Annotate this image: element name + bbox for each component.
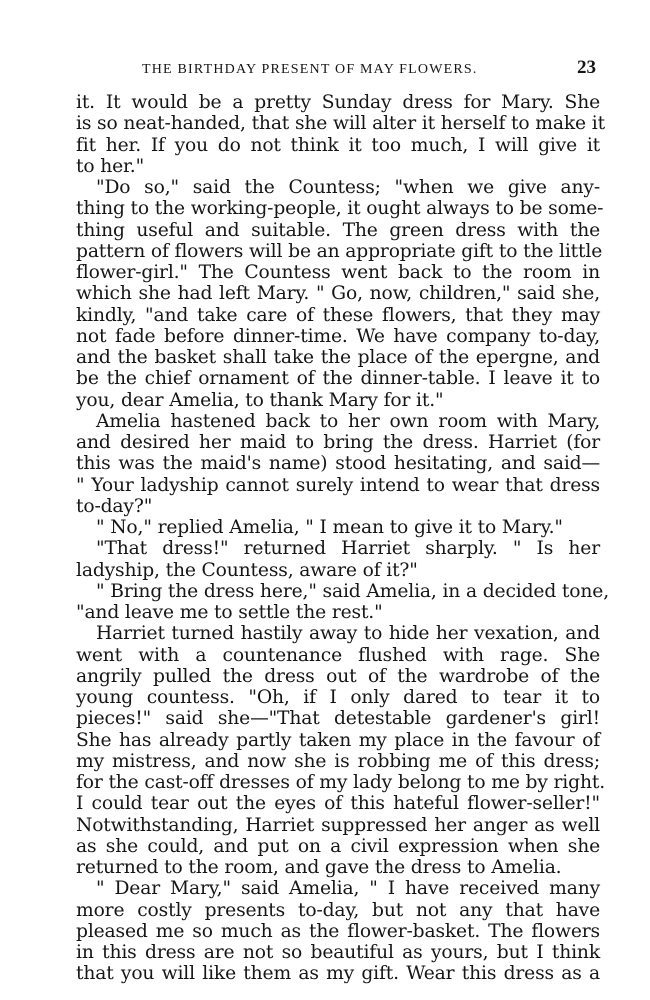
text-line: pieces!" said she—"That detestable gardener's girl! bbox=[76, 708, 600, 730]
text-line: as she could, and put on a civil expression when she bbox=[76, 835, 600, 857]
text-line: pattern of flowers will be an appropriate gift to the little bbox=[76, 240, 603, 262]
text-line: She has already partly taken my place in the favour of bbox=[76, 729, 600, 751]
text-line: " Your ladyship cannot surely intend to wear that dress bbox=[76, 474, 600, 496]
text-line: my mistress, and now she is robbing me of this dress; bbox=[76, 750, 600, 772]
body-text bbox=[76, 92, 609, 985]
paragraph-first-line: Harriet turned hastily away to hide her vexation, and bbox=[96, 623, 600, 645]
text-line: pleased me so much as the flower-basket. The flowers bbox=[76, 920, 600, 942]
text-line: "and leave me to settle the rest." bbox=[76, 602, 383, 623]
text-line: which she had left Mary. " Go, now, children," said she, bbox=[76, 283, 600, 305]
text-line: thing to the working-people, it ought always to be some- bbox=[76, 198, 604, 220]
text-line: to-day?" bbox=[76, 495, 153, 517]
paragraph-first-line: "That dress!" returned Harriet sharply. " Is her bbox=[96, 538, 600, 560]
text-line: you, dear Amelia, to thank Mary for it." bbox=[76, 389, 444, 411]
paragraph-first-line: " Bring the dress here," said Amelia, in a decided tone, bbox=[96, 580, 609, 602]
page-number: 23 bbox=[577, 57, 596, 78]
text-line: flower-girl." The Countess went back to the room in bbox=[76, 262, 600, 283]
text-line: not fade before dinner-time. We have company to-day, bbox=[76, 325, 600, 347]
text-line: young countess. "Oh, if I only dared to tear it to bbox=[76, 687, 600, 708]
text-line: that you will like them as my gift. Wear this dress as a bbox=[76, 963, 600, 985]
paragraph-first-line: " No," replied Amelia, " I mean to give it to Mary." bbox=[96, 517, 563, 538]
text-line: and desired her maid to bring the dress. Harriet (for bbox=[76, 432, 600, 453]
text-line: in this dress are not so beautiful as yours, but I think bbox=[76, 942, 600, 963]
text-line: ladyship, the Countess, aware of it?" bbox=[76, 559, 418, 581]
text-line: went with a countenance flushed with rage. She bbox=[76, 644, 600, 666]
text-line: fit her. If you do not think it too much, I will give it bbox=[76, 134, 600, 156]
text-line: kindly, "and take care of these flowers, that they may bbox=[76, 304, 600, 326]
text-line: Notwithstanding, Harriet suppressed her anger as well bbox=[76, 814, 600, 836]
text-line: this was the maid's name) stood hesitating, and said— bbox=[76, 453, 600, 475]
running-head bbox=[76, 58, 596, 82]
running-head-title: THE BIRTHDAY PRESENT OF MAY FLOWERS. bbox=[142, 62, 478, 77]
text-line: it. It would be a pretty Sunday dress for Mary. She bbox=[76, 92, 600, 113]
text-line: I could tear out the eyes of this hateful flower-seller!" bbox=[76, 793, 600, 815]
text-line: thing useful and suitable. The green dress with the bbox=[76, 219, 600, 241]
paragraph-first-line: Amelia hastened back to her own room with Mary, bbox=[96, 410, 600, 432]
text-line: be the chief ornament of the dinner-table. I leave it to bbox=[76, 368, 600, 390]
text-line: for the cast-off dresses of my lady belong to me by right. bbox=[76, 772, 605, 793]
paragraph-first-line: " Dear Mary," said Amelia, " I have received many bbox=[96, 878, 600, 900]
text-line: is so neat-handed, that she will alter it herself to make it bbox=[76, 113, 605, 135]
text-line: returned to the room, and gave the dress to Amelia. bbox=[76, 857, 562, 878]
text-line: more costly presents to-day, but not any that have bbox=[76, 899, 600, 921]
text-line: to her." bbox=[76, 155, 145, 177]
text-line: angrily pulled the dress out of the wardrobe of the bbox=[76, 665, 600, 687]
text-line: and the basket shall take the place of the epergne, and bbox=[76, 347, 600, 368]
paragraph-first-line: "Do so," said the Countess; "when we give any- bbox=[96, 177, 600, 198]
